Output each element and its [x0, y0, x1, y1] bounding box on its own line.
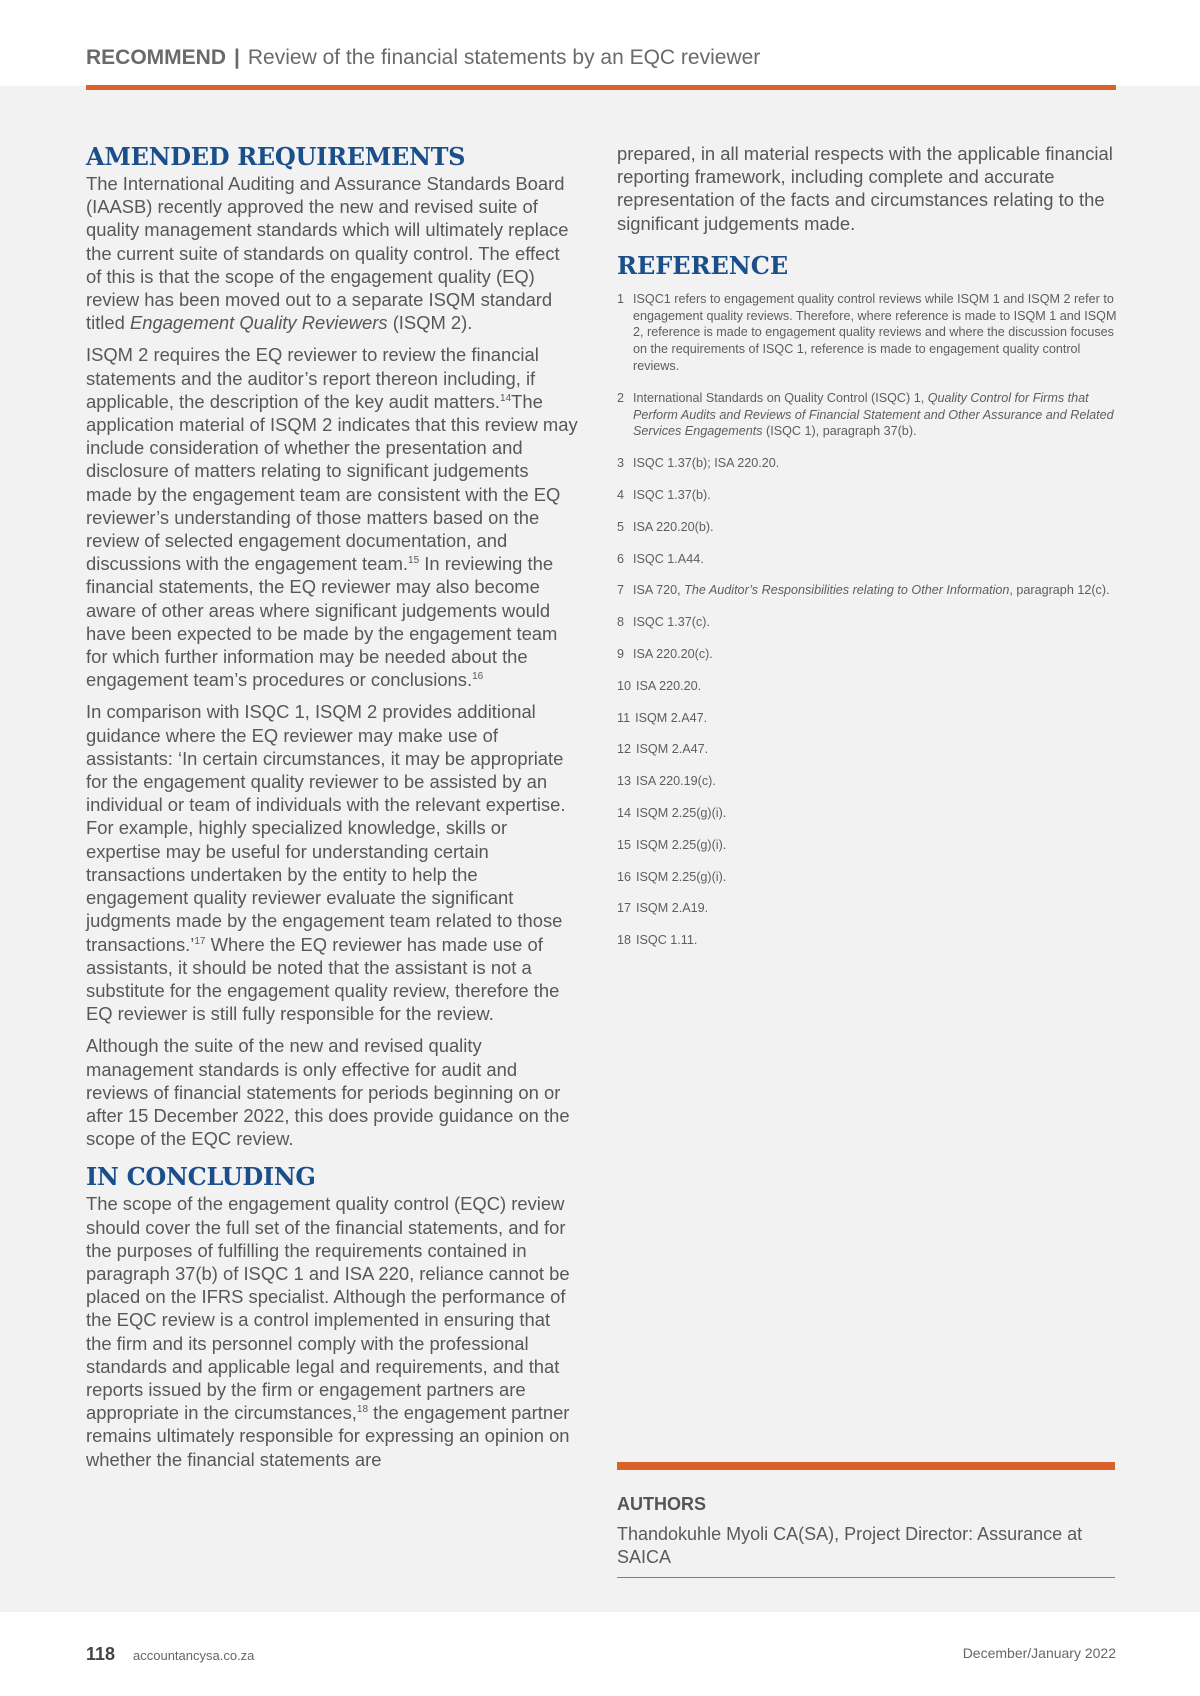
paragraph-1-text-end: (ISQM 2). — [387, 312, 473, 334]
reference-item — [617, 741, 1117, 758]
paragraph-5 — [86, 1192, 578, 1470]
footnote-marker: 15 — [408, 555, 420, 567]
reference-number: 8 — [617, 615, 625, 630]
paragraph-3-text-b: Where the EQ reviewer has made use of assistants, it should be noted that the assistant is not a substitute for the engagement quality review, therefore the EQ reviewer is still fully responsible for the review. — [86, 933, 560, 1025]
running-header — [86, 46, 760, 70]
paragraph-2-text: ISQM 2 requires the EQ reviewer to review the financial statements and the auditor’s report thereon including, if applicable, the description of the key audit matters. — [86, 344, 539, 412]
reference-text: ISQC1 refers to engagement quality control reviews while ISQM 1 and ISQM 2 refer to engagement quality reviews. Therefore, where reference is made to ISQM 1 and ISQM 2, reference is made to engagement quality reviews and where the discussion focuses on the requirements of ISQC 1, reference is made to engagement quality control reviews. — [633, 291, 1117, 373]
reference-item — [617, 869, 1117, 886]
authors-box — [617, 1462, 1115, 1578]
header-separator: | — [234, 46, 240, 69]
reference-number: 3 — [617, 456, 625, 471]
reference-number: 15 — [617, 837, 632, 852]
reference-text: ISQC 1.37(b); ISA 220.20. — [633, 456, 780, 471]
footnote-marker: 14 — [500, 392, 512, 404]
reference-text: ISQC 1.A44. — [633, 551, 704, 566]
reference-number: 5 — [617, 519, 625, 534]
reference-text: ISQM 2.25(g)(i). — [636, 805, 727, 820]
section-label: RECOMMEND — [86, 46, 226, 69]
right-column — [617, 142, 1117, 964]
paragraph-2 — [86, 343, 578, 691]
reference-text: ISA 220.20(c). — [633, 646, 713, 661]
article-title: Review of the financial statements by an EQC reviewer — [247, 46, 761, 69]
reference-item — [617, 519, 1117, 536]
reference-item — [617, 710, 1117, 727]
reference-item — [617, 291, 1117, 375]
reference-item — [617, 487, 1117, 504]
paragraph-2-text-c: In reviewing the financial statements, the EQ reviewer may also become aware of other areas where significant judgements would have been expected to be made by the engagement team for which further information may be needed about the engagement team’s procedures or conclusions. — [86, 553, 558, 691]
reference-item — [617, 646, 1117, 663]
issue-date: December/January 2022 — [962, 1645, 1116, 1661]
paragraph-3 — [86, 700, 578, 1025]
reference-list — [617, 291, 1117, 949]
page-number: 118 — [86, 1644, 116, 1664]
reference-number: 13 — [617, 774, 632, 789]
footnote-marker: 16 — [472, 671, 484, 683]
reference-text: International Standards on Quality Control (ISQC) 1, Quality Control for Firms that Perform Audits and Reviews of Financial Statement and Other Assurance and Related Services Engagements (ISQC 1), paragraph 37(b). — [633, 390, 1114, 439]
reference-text: ISA 220.20(b). — [633, 519, 714, 534]
reference-item — [617, 551, 1117, 568]
reference-number: 18 — [617, 933, 632, 948]
reference-item — [617, 678, 1117, 695]
reference-number: 4 — [617, 487, 625, 502]
continuation-paragraph: prepared, in all material respects with the applicable financial reporting framework, including complete and accurate representation of the facts and circumstances relating to the significant judgements made. — [617, 143, 1113, 234]
paragraph-5-text: The scope of the engagement quality control (EQC) review should cover the full set of the financial statements, and for the purposes of fulfilling the requirements contained in paragraph 37(b) of ISQC 1 and ISA 220, reliance cannot be placed on the IFRS specialist. Although the performance of the EQC review is a control implemented in ensuring that the firm and its personnel comply with the professional standards and applicable legal and requirements, and that reports issued by the firm or engagement partners are appropriate in the circumstances, — [86, 1193, 570, 1424]
page-footer — [0, 1612, 1200, 1696]
reference-text: ISQC 1.11. — [636, 933, 698, 948]
site-link[interactable]: accountancysa.co.za — [133, 1648, 255, 1663]
reference-item — [617, 614, 1117, 631]
reference-number: 16 — [617, 869, 632, 884]
heading-in-concluding: IN CONCLUDING — [86, 1162, 316, 1192]
authors-title: AUTHORS — [617, 1494, 706, 1514]
footnote-marker: 18 — [356, 1404, 369, 1416]
reference-item — [617, 773, 1117, 790]
reference-text: ISQC 1.37(b). — [633, 487, 711, 502]
reference-number: 14 — [617, 805, 632, 820]
reference-text: ISA 720, The Auditor’s Responsibilities relating to Other Information, paragraph 12(c). — [633, 583, 1110, 598]
paragraph-1 — [86, 172, 578, 334]
reference-number: 12 — [617, 742, 632, 757]
page-header — [0, 0, 1200, 86]
left-column — [86, 142, 578, 1480]
reference-item — [617, 455, 1117, 472]
header-rule — [86, 85, 1116, 90]
paragraph-2-text-b: The application material of ISQM 2 indicates that this review may include consideration of whether the presentation and disclosure of matters relating to significant judgements made by the engagement team are consistent with the EQ reviewer’s understanding of those matters based on the review of selected engagement documentation, and discussions with the engagement team. — [86, 390, 578, 575]
reference-item — [617, 390, 1117, 440]
reference-number: 10 — [617, 678, 632, 693]
reference-number: 7 — [617, 583, 625, 598]
reference-text: ISQM 2.25(g)(i). — [636, 837, 727, 852]
reference-number: 11 — [617, 710, 631, 725]
reference-item — [617, 900, 1117, 917]
reference-number: 1 — [617, 291, 625, 306]
reference-item — [617, 582, 1117, 599]
reference-number: 2 — [617, 390, 625, 405]
reference-item — [617, 805, 1117, 822]
reference-text: ISQC 1.37(c). — [633, 615, 710, 630]
authors-rule — [617, 1462, 1115, 1470]
reference-text: ISQM 2.A47. — [635, 710, 708, 725]
paragraph-1-italic-title: Engagement Quality Reviewers — [129, 312, 388, 334]
reference-item — [617, 837, 1117, 854]
reference-item — [617, 932, 1117, 949]
reference-number: 17 — [617, 901, 632, 916]
paragraph-4: Although the suite of the new and revised quality management standards is only effective for audit and reviews of financial statements for periods beginning on or after 15 December 2022, this does provide guidance on the scope of the EQC review. — [86, 1035, 570, 1150]
reference-text: ISA 220.19(c). — [636, 774, 716, 789]
reference-text: ISQM 2.A47. — [636, 742, 709, 757]
authors-divider — [617, 1577, 1115, 1578]
paragraph-1-text: The International Auditing and Assurance Standards Board (IAASB) recently approved the new and revised suite of quality management standards which will ultimately replace the current suite of standards on quality control. The effect of this is that the scope of the engagement quality (EQ) review has been moved out to a separate ISQM standard titled — [86, 173, 569, 334]
heading-reference: REFERENCE — [617, 250, 789, 280]
reference-number: 9 — [617, 646, 625, 661]
heading-amended-requirements: AMENDED REQUIREMENTS — [86, 142, 466, 171]
reference-number: 6 — [617, 551, 625, 566]
author-credit: Thandokuhle Myoli CA(SA), Project Director: Assurance at SAICA — [617, 1524, 1083, 1567]
paragraph-3-text: In comparison with ISQC 1, ISQM 2 provides additional guidance where the EQ reviewer may make use of assistants: ‘In certain circumstances, it may be appropriate for the engagement quality reviewer to be assisted by an individual or team of individuals with the relevant expertise. For example, highly specialized knowledge, skills or expertise may be useful for understanding certain transactions undertaken by the entity to help the engagement quality reviewer evaluate the significant judgments made by the engagement team related to those transactions.’ — [86, 701, 566, 955]
paragraph-5-text-b: the engagement partner remains ultimately responsible for expressing an opinion on whether the financial statements are — [86, 1402, 570, 1470]
reference-text: ISQM 2.A19. — [636, 901, 709, 916]
reference-text: ISQM 2.25(g)(i). — [636, 869, 727, 884]
reference-text: ISA 220.20. — [636, 678, 702, 693]
footnote-marker: 17 — [194, 935, 206, 947]
